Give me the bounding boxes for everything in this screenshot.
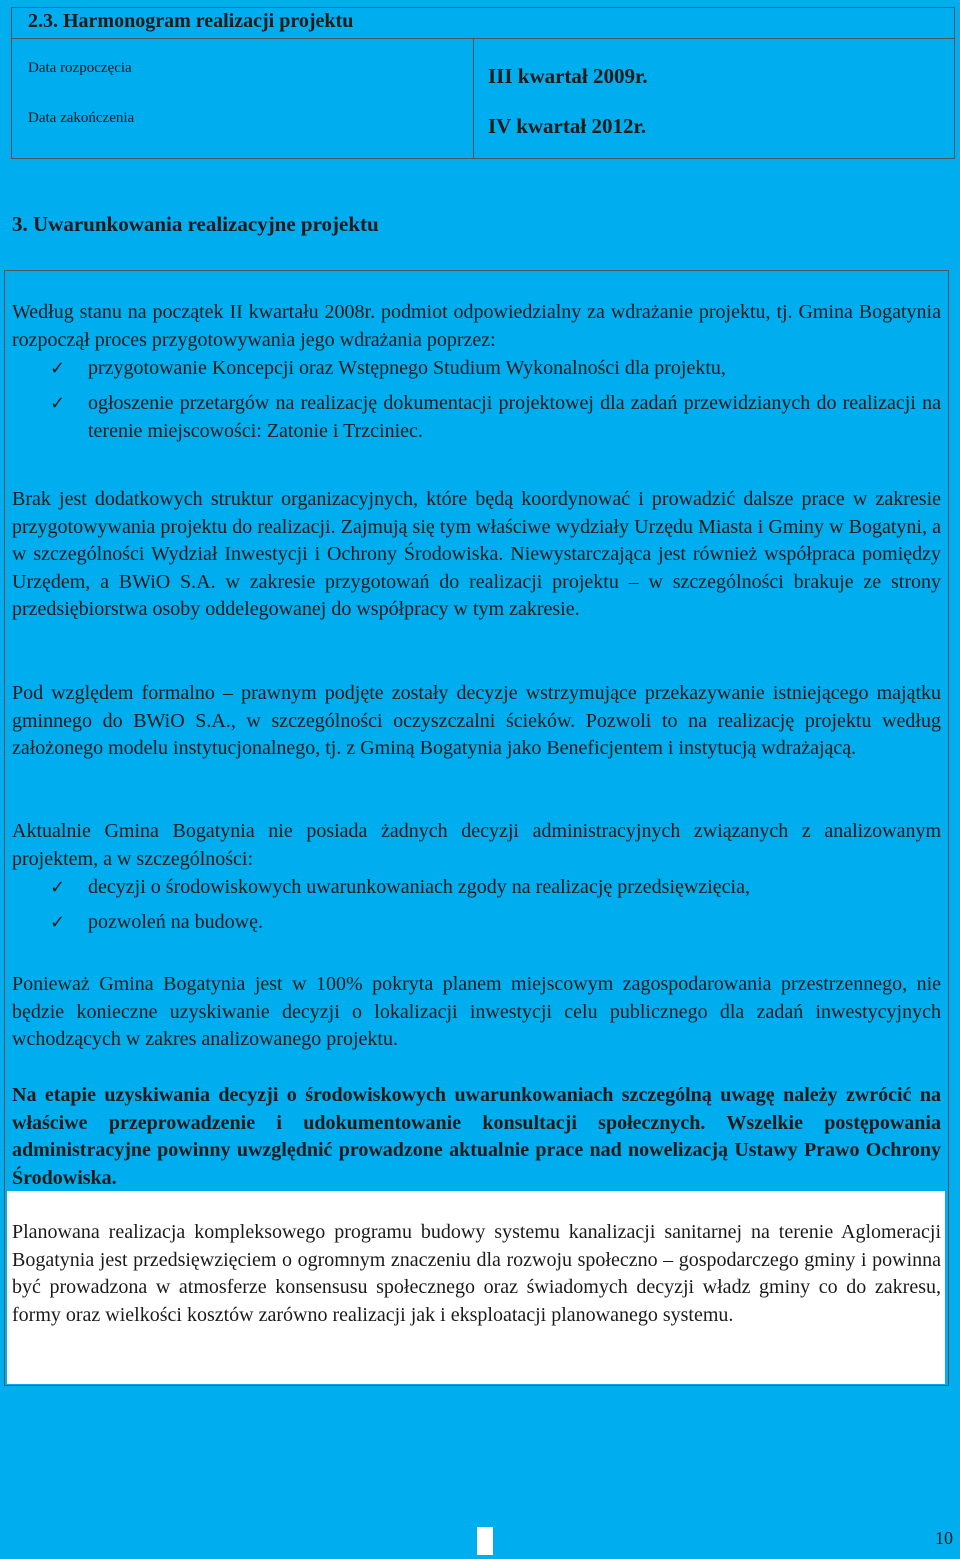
table-divider [473, 38, 474, 159]
footer-mark [477, 1527, 493, 1555]
intro-paragraph: Według stanu na początek II kwartału 2008r. podmiot odpowiedzialny za wdrażanie projektu, tj. Gmina Bogatynia rozpoczął proces przygotowywania jego wdrażania poprzez: [12, 301, 941, 351]
checkmark-icon: ✓ [50, 877, 66, 898]
checkmark-icon: ✓ [50, 393, 66, 414]
section-title: 3. Uwarunkowania realizacyjne projektu [12, 212, 379, 236]
end-date-value: IV kwartał 2012r. [488, 114, 647, 138]
start-date-value: III kwartał 2009r. [488, 64, 648, 88]
start-date-label: Data rozpoczęcia [28, 60, 132, 76]
paragraph-legal: Pod względem formalno – prawnym podjęte zostały decyzje wstrzymujące przekazywanie istniejącego majątku gminnego do BWiO S.A., w szczególności oczyszczalni ścieków. Pozwoli to na realizację projektu według założonego modelu instytucjonalnego, tj. z Gminą Bogatynia jako Beneficjentem i instytucją wdrażającą. [12, 682, 941, 760]
list-item-text: przygotowanie Koncepcji oraz Wstępnego Studium Wykonalności dla projektu, [88, 357, 726, 379]
page-number: 10 [935, 1528, 953, 1548]
list-item-text: ogłoszenie przetargów na realizację dokumentacji projektowej dla zadań przewidzianych do realizacji na terenie miejscowości: Zatonie i Trzciniec. [88, 392, 941, 442]
list-item-text: pozwoleń na budowę. [88, 911, 263, 933]
end-date-label: Data zakończenia [28, 110, 135, 126]
schedule-heading: 2.3. Harmonogram realizacji projektu [28, 10, 354, 32]
paragraph-program: Planowana realizacja kompleksowego programu budowy systemu kanalizacji sanitarnej na terenie Aglomeracji Bogatynia jest przedsięwzięciem o ogromnym znaczeniu dla rozwoju społeczno – gospodarczego gminy i powinna być prowadzona w atmosferze konsensusu społecznego oraz świadomych decyzji władz gminy co do zakresu, formy oraz wielkości kosztów zarówno realizacji jak i eksploatacji planowanego systemu. [12, 1221, 941, 1326]
paragraph-consultation: Na etapie uzyskiwania decyzji o środowiskowych uwarunkowaniach szczególną uwagę należy zwrócić na właściwe przeprowadzenie i udokumentowanie konsultacji społecznych. Wszelkie postępowania administracyjne powinny uwzględnić prowadzone aktualnie prace nad nowelizacją Ustawy Prawo Ochrony Środowiska. [12, 1084, 941, 1189]
checkmark-icon: ✓ [50, 358, 66, 379]
list-item [50, 355, 941, 383]
paragraph-structures: Brak jest dodatkowych struktur organizacyjnych, które będą koordynować i prowadzić dalsze prace w zakresie przygotowywania projektu do realizacji. Zajmują się tym właściwe wydziały Urzędu Miasta i Gminy w Bogatyni, a w szczególności Wydział Inwestycji i Ochrony Środowiska. Niewystarczająca jest również współpraca pomiędzy Urzędem, a BWiO S.A. w zakresie przygotowań do realizacji projektu – w szczególności brakuje ze strony przedsiębiorstwa osoby oddelegowanej do współpracy w tym zakresie. [12, 488, 941, 621]
list-item [50, 390, 941, 445]
list-item-text: decyzji o środowiskowych uwarunkowaniach zgody na realizację przedsięwzięcia, [88, 876, 750, 898]
schedule-header [12, 8, 954, 39]
paragraph-planning: Ponieważ Gmina Bogatynia jest w 100% pokryta planem miejscowym zagospodarowania przestrzennego, nie będzie konieczne uzyskiwanie decyzji o lokalizacji inwestycji celu publicznego dla zadań inwestycyjnych wchodzących w zakres analizowanego projektu. [12, 973, 941, 1051]
schedule-table [11, 7, 955, 159]
checkmark-icon: ✓ [50, 912, 66, 933]
list-item [50, 909, 941, 937]
paragraph-decisions: Aktualnie Gmina Bogatynia nie posiada żadnych decyzji administracyjnych związanych z analizowanym projektem, a w szczególności: [12, 820, 941, 870]
list-item [50, 874, 941, 902]
